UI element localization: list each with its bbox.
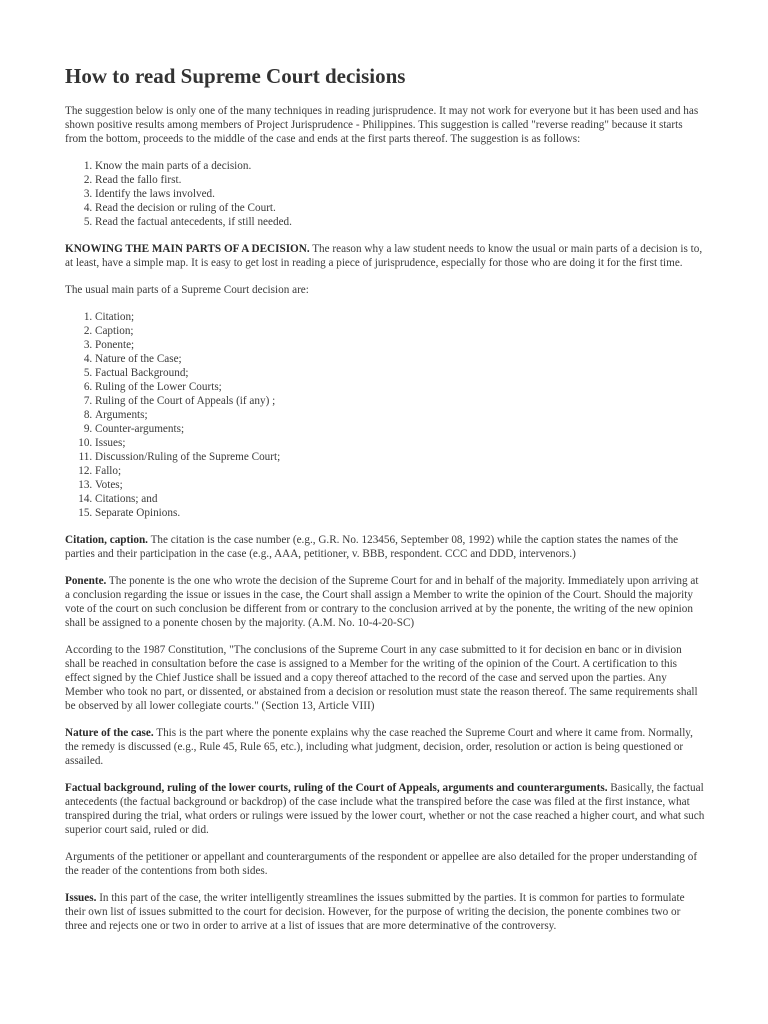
- paragraph-text: In this part of the case, the writer intelligently streamlines the issues submitted by the parties. It is common for parties to formulate their own list of issues submitted to the court for decision. However, for the purpose of writing the decision, the ponente combines two or three and rejects one or two in order to arrive at a list of issues that are more determinative of the controversy.: [65, 892, 685, 932]
- parts-list: [65, 310, 705, 520]
- list-item: 4. Nature of the Case;: [95, 352, 705, 366]
- paragraph-text: Basically, the factual antecedents (the factual background or backdrop) of the case include what the transpired before the case was filed at the first instance, what transpired during the trial, what orders or rulings were issued by the lower court, whether or not the case reached a higher court, and what such superior court said, ruled or did.: [65, 782, 705, 836]
- list-item: 9. Counter-arguments;: [95, 422, 705, 436]
- ponente-paragraph: [65, 574, 705, 630]
- list-item: 5. Factual Background;: [95, 366, 705, 380]
- document-page: [65, 62, 705, 946]
- intro-paragraph: The suggestion below is only one of the many techniques in reading jurisprudence. It may not work for everyone but it has been used and has shown positive results among members of Project Jurisprudence - Philippines. This suggestion is called "reverse reading" because it starts from the bottom, proceeds to the middle of the case and ends at the first parts thereof. The suggestion is as follows:: [65, 105, 699, 145]
- steps-list: [65, 159, 705, 229]
- parts-intro-paragraph: The usual main parts of a Supreme Court decision are:: [65, 284, 309, 296]
- section-heading: KNOWING THE MAIN PARTS OF A DECISION.: [65, 243, 310, 255]
- list-item: 3. Ponente;: [95, 338, 705, 352]
- list-item: 13. Votes;: [95, 478, 705, 492]
- list-item: 2. Caption;: [95, 324, 705, 338]
- list-item: 15. Separate Opinions.: [95, 506, 705, 520]
- arguments-paragraph: Arguments of the petitioner or appellant and counterarguments of the respondent or appellee are also detailed for the proper understanding of the reader of the contentions from both sides.: [65, 851, 698, 877]
- list-item: 1. Know the main parts of a decision.: [95, 159, 705, 173]
- paragraph-text: The citation is the case number (e.g., G.R. No. 123456, September 08, 1992) while the caption states the names of the parties and their participation in the case (e.g., AAA, petitioner, v. BBB, respondent. CCC and DDD, intervenors.): [65, 534, 679, 560]
- paragraph-text: The ponente is the one who wrote the decision of the Supreme Court for and in behalf of the majority. Immediately upon arriving at a conclusion regarding the issue or issues in the case, the Court shall assign a Member to write the opinion of the Court. Should the majority vote of the court on such conclusion be different from or contrary to the conclusion arrived at by the ponente, the writing of the new opinion shall be assigned to a ponente chosen by the majority. (A.M. No. 10-4-20-SC): [65, 575, 699, 629]
- paragraph-text: The reason why a law student needs to know the usual or main parts of a decision is to, at least, have a simple map. It is easy to get lost in reading a piece of jurisprudence, especially for those who are doing it for the first time.: [65, 243, 703, 269]
- list-item: 6. Ruling of the Lower Courts;: [95, 380, 705, 394]
- nature-paragraph: [65, 726, 705, 768]
- list-item: 12. Fallo;: [95, 464, 705, 478]
- list-item: 8. Arguments;: [95, 408, 705, 422]
- list-item: 11. Discussion/Ruling of the Supreme Court;: [95, 450, 705, 464]
- section-heading: Citation, caption.: [65, 534, 148, 546]
- section-heading: Factual background, ruling of the lower courts, ruling of the Court of Appeals, arguments and counterarguments.: [65, 782, 608, 794]
- factual-paragraph: [65, 781, 705, 837]
- paragraph-text: This is the part where the ponente explains why the case reached the Supreme Court and where it came from. Normally, the remedy is discussed (e.g., Rule 45, Rule 65, etc.), including what judgment, decision, order, resolution or action is being questioned or assailed.: [65, 727, 693, 767]
- section-heading: Ponente.: [65, 575, 107, 587]
- list-item: 4. Read the decision or ruling of the Court.: [95, 201, 705, 215]
- issues-paragraph: [65, 891, 705, 933]
- list-item: 10. Issues;: [95, 436, 705, 450]
- citation-paragraph: [65, 533, 705, 561]
- list-item: 14. Citations; and: [95, 492, 705, 506]
- constitution-paragraph: According to the 1987 Constitution, "The conclusions of the Supreme Court in any case submitted to it for decision en banc or in division shall be reached in consultation before the case is assigned to a Member for the writing of the opinion of the Court. A certification to this effect signed by the Chief Justice shall be issued and a copy thereof attached to the record of the case and served upon the parties. Any Member who took no part, or dissented, or abstained from a decision or resolution must state the reason thereof. The same requirements shall be observed by all lower collegiate courts." (Section 13, Article VIII): [65, 644, 698, 712]
- knowing-paragraph: [65, 242, 705, 270]
- list-item: 2. Read the fallo first.: [95, 173, 705, 187]
- page-title: How to read Supreme Court decisions: [65, 64, 406, 88]
- list-item: 7. Ruling of the Court of Appeals (if any) ;: [95, 394, 705, 408]
- section-heading: Nature of the case.: [65, 727, 154, 739]
- list-item: 1. Citation;: [95, 310, 705, 324]
- list-item: 3. Identify the laws involved.: [95, 187, 705, 201]
- section-heading: Issues.: [65, 892, 97, 904]
- list-item: 5. Read the factual antecedents, if still needed.: [95, 215, 705, 229]
